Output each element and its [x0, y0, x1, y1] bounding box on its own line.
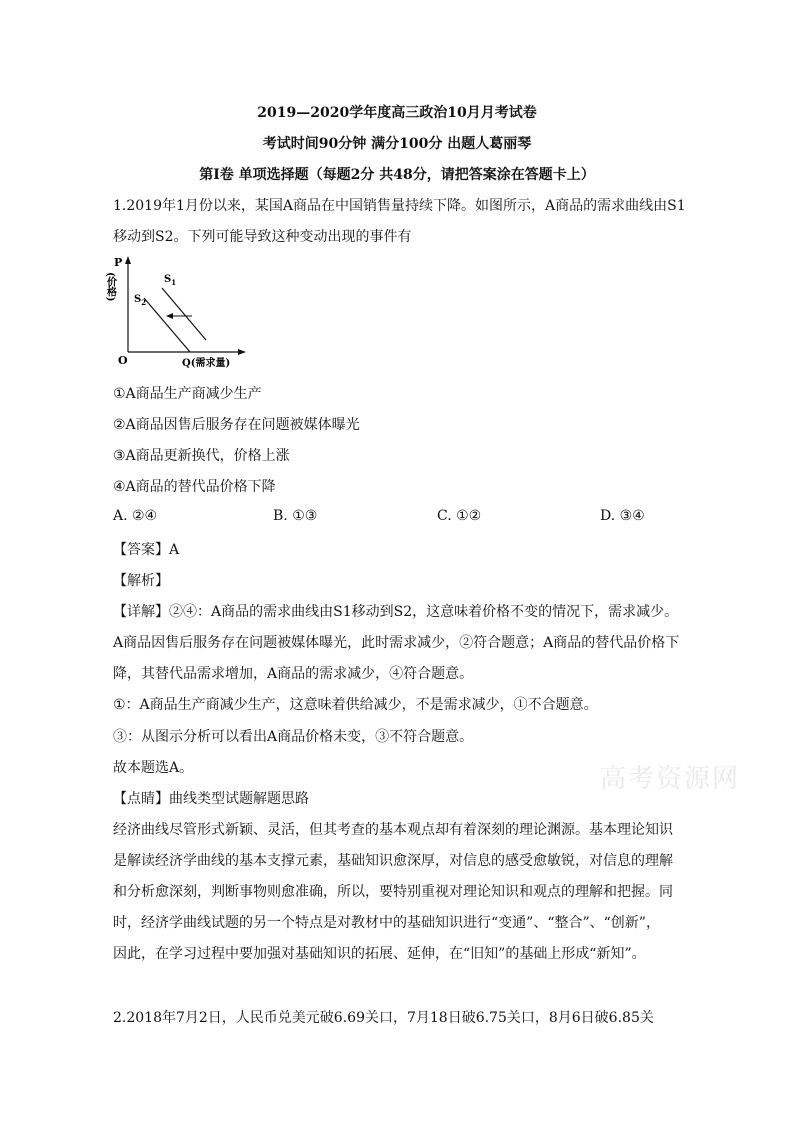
- q1-comment-line1: 经济曲线尽管形式新颖、灵活，但其考查的基本观点却有着深刻的理论渊源。基本理论知识: [113, 822, 673, 838]
- q1-item-3: ③A商品更新换代，价格上涨: [113, 448, 290, 464]
- exam-title: 2019—2020学年度高三政治10月月考试卷: [257, 105, 537, 121]
- x-axis-label: Q(需求量): [182, 358, 231, 369]
- q2-stem-line1: 2.2018年7月2日，人民币兑美元破6.69关口，7月18日破6.75关口，8月6日破6.85关: [113, 1010, 654, 1026]
- q1-explanation-line5: ③：从图示分析可以看出A商品价格未变，③不符合题意。: [113, 729, 474, 745]
- q1-comment-line3: 和分析愈深刻，判断事物则愈准确，所以，要特别重视对理论知识和观点的理解和把握。同: [113, 884, 673, 900]
- q1-option-d: D. ③④: [600, 508, 645, 524]
- q1-stem-line2: 移动到S2。下列可能导致这种变动出现的事件有: [113, 229, 412, 245]
- exam-subtitle: 考试时间90分钟 满分100分 出题人葛丽琴: [262, 136, 532, 152]
- y-axis-arrow: [125, 256, 131, 264]
- q1-comment-line2: 是解读经济学曲线的基本支撑元素，基础知识愈深厚，对信息的感受愈敏锐，对信息的理解: [113, 853, 673, 869]
- q1-explanation-line2: A商品因售后服务存在问题被媒体曝光，此时需求减少，②符合题意；A商品的替代品价格下: [113, 635, 680, 651]
- q1-analysis-label: 【解析】: [113, 573, 169, 589]
- curve-s2-label: $S_2$: [134, 294, 147, 307]
- q1-comment-heading: [113, 789, 683, 809]
- q1-option-b: B. ①③: [273, 508, 318, 524]
- q1-comment-line4: 时，经济学曲线试题的另一个特点是对教材中的基础知识进行“变通”、“整合”、“创新”，: [113, 915, 660, 931]
- q1-comment-line5: 因此，在学习过程中要加强对基础知识的拓展、延伸，在“旧知”的基础上形成“新知”。: [113, 946, 646, 962]
- q1-explanation-line6: 故本题选A。: [113, 760, 194, 776]
- q1-item-2: ②A商品因售后服务存在问题被媒体曝光: [113, 417, 360, 433]
- x-axis-arrow: [238, 349, 246, 355]
- curve-s1-label: $S_1$: [164, 274, 177, 287]
- section-heading: 第Ⅰ卷 单项选择题（每题2分 共48分，请把答案涂在答题卡上）: [199, 167, 595, 183]
- curve-s2: [144, 298, 190, 352]
- q1-explanation-line3: 降，其替代品需求增加，A商品的需求减少，④符合题意。: [113, 666, 474, 682]
- watermark: 高考资源网: [600, 764, 741, 794]
- y-axis-label-price: (价格): [104, 272, 116, 302]
- shift-arrow-head: [166, 313, 173, 319]
- q1-stem-line1: 1.2019年1月份以来，某国A商品在中国销售量持续下降。如图所示，A商品的需求曲线由S1: [113, 198, 686, 214]
- q1-item-4: ④A商品的替代品价格下降: [113, 479, 276, 495]
- q1-answer: 【答案】A: [113, 542, 180, 558]
- curve-s1: [162, 288, 206, 340]
- origin-label: O: [118, 354, 128, 367]
- q1-explanation-line4: ①：A商品生产商减少生产，这意味着供给减少，不是需求减少，①不合题意。: [113, 697, 598, 713]
- q1-comment-label: 【点睛】: [113, 791, 169, 807]
- q1-option-c: C. ①②: [437, 508, 482, 524]
- y-axis-label-p: P: [114, 256, 123, 269]
- q1-item-1: ①A商品生产商减少生产: [113, 386, 262, 402]
- q1-explanation-line1: 【详解】②④：A商品的需求曲线由S1移动到S2，这意味着价格不变的情况下，需求减少。: [113, 604, 679, 620]
- q1-comment-title: 曲线类型试题解题思路: [169, 791, 309, 807]
- demand-curve-figure: [104, 254, 258, 372]
- q1-option-a: A. ②④: [113, 508, 158, 524]
